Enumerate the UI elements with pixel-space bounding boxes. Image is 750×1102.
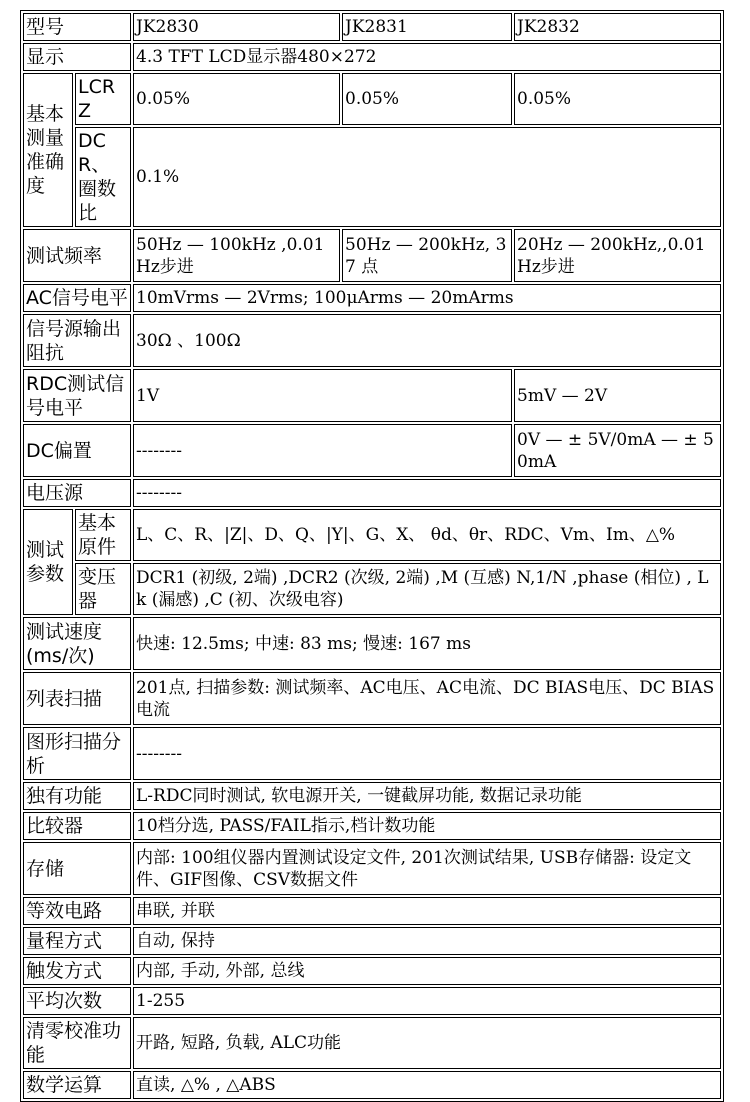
row-graph-scan — [23, 727, 721, 780]
lcrz-label: LCRZ — [75, 73, 131, 125]
zero-cal-value: 开路, 短路, 负载, ALC功能 — [133, 1017, 721, 1069]
row-speed — [23, 617, 721, 670]
row-freq — [23, 229, 721, 282]
params-label: 测试参数 — [23, 509, 73, 615]
freq-jk2832: 20Hz — 200kHz,,0.01Hz步进 — [514, 229, 721, 282]
row-params-trans — [23, 563, 721, 615]
row-equiv — [23, 897, 721, 925]
graph-scan-label: 图形扫描分析 — [23, 727, 131, 780]
row-accuracy-dcr — [23, 127, 721, 227]
row-rdc-level — [23, 369, 721, 422]
model-jk2832: JK2832 — [514, 13, 721, 41]
impedance-label: 信号源输出阻抗 — [23, 314, 131, 367]
rdc-level-label: RDC测试信号电平 — [23, 369, 131, 422]
rdc-level-jk2832: 5mV — 2V — [514, 369, 721, 422]
row-trigger — [23, 957, 721, 985]
impedance-value: 30Ω 、100Ω — [133, 314, 721, 367]
average-value: 1-255 — [133, 987, 721, 1015]
lcrz-jk2832: 0.05% — [514, 73, 721, 125]
params-basic-label: 基本原件 — [75, 509, 131, 561]
speed-value: 快速: 12.5ms; 中速: 83 ms; 慢速: 167 ms — [133, 617, 721, 670]
freq-jk2831: 50Hz — 200kHz, 37 点 — [342, 229, 512, 282]
display-label: 显示 — [23, 43, 131, 71]
dcr-label: DCR、圈数比 — [75, 127, 131, 227]
storage-label: 存储 — [23, 842, 131, 895]
row-model — [23, 13, 721, 41]
dc-bias-jk2830-2831: -------- — [133, 424, 512, 477]
row-impedance — [23, 314, 721, 367]
math-value: 直读, △% , △ABS — [133, 1071, 721, 1099]
row-unique — [23, 782, 721, 810]
dcr-value: 0.1% — [133, 127, 721, 227]
model-jk2831: JK2831 — [342, 13, 512, 41]
model-jk2830: JK2830 — [133, 13, 340, 41]
list-scan-value: 201点, 扫描参数: 测试频率、AC电压、AC电流、DC BIAS电压、DC BIAS电流 — [133, 672, 721, 725]
comparator-value: 10档分选, PASS/FAIL指示,档计数功能 — [133, 812, 721, 840]
storage-value: 内部: 100组仪器内置测试设定文件, 201次测试结果, USB存储器: 设定文件、GIF图像、CSV数据文件 — [133, 842, 721, 895]
display-value: 4.3 TFT LCD显示器480×272 — [133, 43, 721, 71]
rdc-level-jk2830-2831: 1V — [133, 369, 512, 422]
ac-level-label: AC信号电平 — [23, 284, 131, 312]
graph-scan-value: -------- — [133, 727, 721, 780]
trigger-value: 内部, 手动, 外部, 总线 — [133, 957, 721, 985]
voltage-src-value: -------- — [133, 479, 721, 507]
row-display — [23, 43, 721, 71]
row-voltage-src — [23, 479, 721, 507]
lcrz-jk2831: 0.05% — [342, 73, 512, 125]
row-comparator — [23, 812, 721, 840]
model-label: 型号 — [23, 13, 131, 41]
freq-label: 测试频率 — [23, 229, 131, 282]
params-basic-value: L、C、R、|Z|、D、Q、|Y|、G、X、 θd、θr、RDC、Vm、Im、△% — [133, 509, 721, 561]
list-scan-label: 列表扫描 — [23, 672, 131, 725]
voltage-src-label: 电压源 — [23, 479, 131, 507]
row-storage — [23, 842, 721, 895]
trigger-label: 触发方式 — [23, 957, 131, 985]
dc-bias-label: DC偏置 — [23, 424, 131, 477]
row-range — [23, 927, 721, 955]
equiv-label: 等效电路 — [23, 897, 131, 925]
equiv-value: 串联, 并联 — [133, 897, 721, 925]
spec-table — [20, 10, 724, 1102]
lcrz-jk2830: 0.05% — [133, 73, 340, 125]
zero-cal-label: 清零校准功能 — [23, 1017, 131, 1069]
unique-label: 独有功能 — [23, 782, 131, 810]
range-value: 自动, 保持 — [133, 927, 721, 955]
accuracy-label: 基本测量准确度 — [23, 73, 73, 227]
row-accuracy-lcrz — [23, 73, 721, 125]
row-math — [23, 1071, 721, 1099]
row-zero-cal — [23, 1017, 721, 1069]
params-trans-value: DCR1 (初级, 2端) ,DCR2 (次级, 2端) ,M (互感) N,1/N ,phase (相位) , Lk (漏感) ,C (初、次级电容) — [133, 563, 721, 615]
row-average — [23, 987, 721, 1015]
dc-bias-jk2832: 0V — ± 5V/0mA — ± 50mA — [514, 424, 721, 477]
row-list-scan — [23, 672, 721, 725]
row-params-basic — [23, 509, 721, 561]
unique-value: L-RDC同时测试, 软电源开关, 一键截屏功能, 数据记录功能 — [133, 782, 721, 810]
freq-jk2830: 50Hz — 100kHz ,0.01Hz步进 — [133, 229, 340, 282]
comparator-label: 比较器 — [23, 812, 131, 840]
speed-label: 测试速度 (ms/次) — [23, 617, 131, 670]
average-label: 平均次数 — [23, 987, 131, 1015]
row-dc-bias — [23, 424, 721, 477]
range-label: 量程方式 — [23, 927, 131, 955]
params-trans-label: 变压器 — [75, 563, 131, 615]
math-label: 数学运算 — [23, 1071, 131, 1099]
row-ac-level — [23, 284, 721, 312]
ac-level-value: 10mVrms — 2Vrms; 100μArms — 20mArms — [133, 284, 721, 312]
